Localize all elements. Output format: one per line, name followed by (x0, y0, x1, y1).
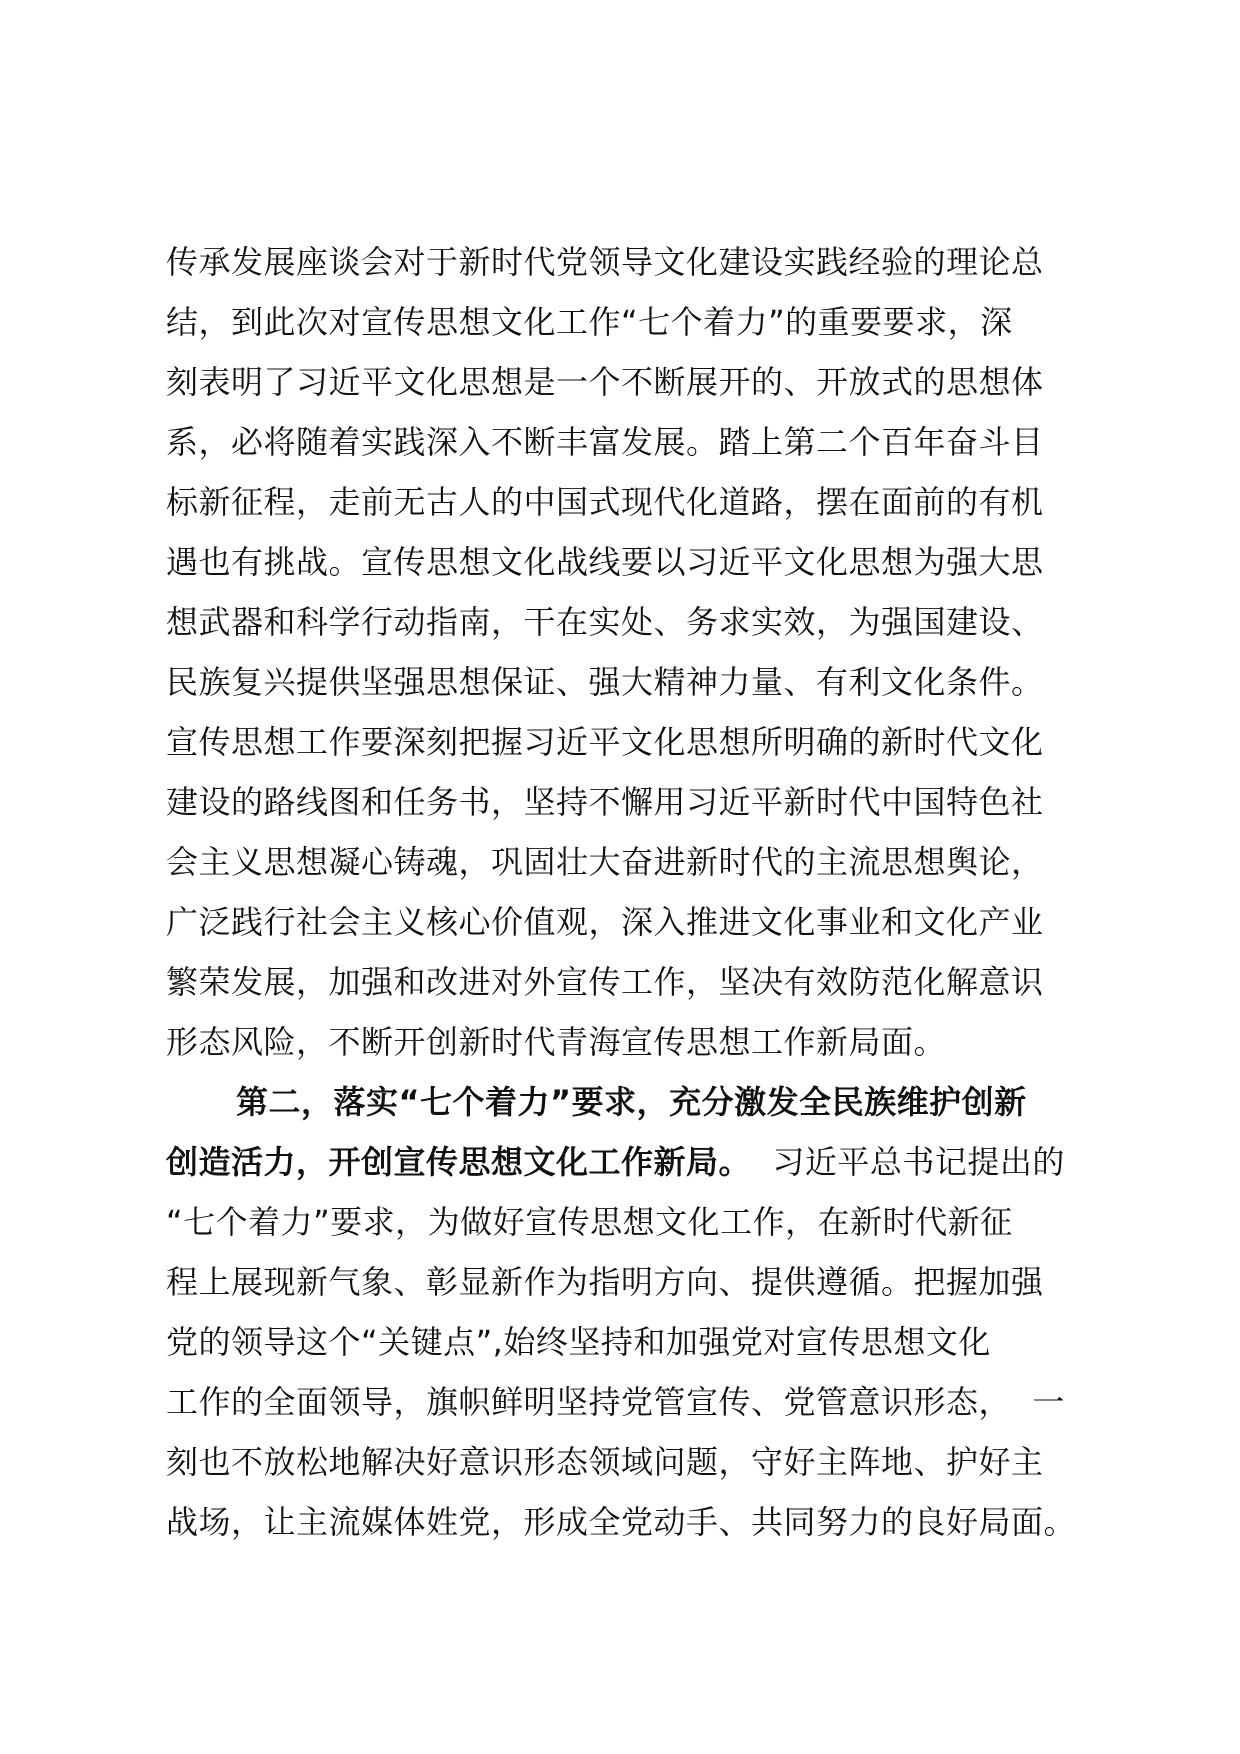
paragraph-line: 形态风险，不断开创新时代青海宣传思想工作新局面。 (166, 1023, 947, 1061)
paragraph-line: 战场，让主流媒体姓党，形成全党动手、共同努力的良好局面。 (166, 1503, 1077, 1541)
paragraph-line: 遇也有挑战。宣传思想文化战线要以习近平文化思想为强大思 (166, 543, 1044, 581)
paragraph-line: 会主义思想凝心铸魂，巩固壮大奋进新时代的主流思想舆论， (166, 843, 1044, 881)
paragraph-line: 繁荣发展，加强和改进对外宣传工作，坚决有效防范化解意识 (166, 963, 1044, 1001)
paragraph-line: 工作的全面领导，旗帜鲜明坚持党管宣传、党管意识形态， 一 (166, 1383, 1065, 1421)
paragraph-line: 刻表明了习近平文化思想是一个不断展开的、开放式的思想体 (166, 363, 1044, 401)
paragraph-line: 广泛践行社会主义核心价值观，深入推进文化事业和文化产业 (166, 903, 1044, 941)
section-heading-line (166, 1132, 1086, 1192)
paragraph-text: 习近平总书记提出的 (751, 1143, 1065, 1181)
body-text (166, 232, 1086, 1552)
paragraph-line: 结，到此次对宣传思想文化工作“七个着力”的重要要求，深 (166, 303, 1013, 341)
paragraph-line: 党的领导这个“关键点”,始终坚持和加强党对宣传思想文化 (166, 1323, 991, 1361)
paragraph-line: 建设的路线图和任务书，坚持不懈用习近平新时代中国特色社 (166, 783, 1044, 821)
paragraph-line: 民族复兴提供坚强思想保证、强大精神力量、有利文化条件。 (166, 663, 1044, 701)
paragraph-line: 传承发展座谈会对于新时代党领导文化建设实践经验的理论总 (166, 243, 1044, 281)
paragraph-line: 程上展现新气象、彰显新作为指明方向、提供遵循。把握加强 (166, 1263, 1044, 1301)
section-heading-line: 第二，落实“七个着力”要求，充分激发全民族维护创新 (236, 1083, 1027, 1121)
paragraph-line: 系，必将随着实践深入不断丰富发展。踏上第二个百年奋斗目 (166, 423, 1044, 461)
section-heading-bold: 创造活力，开创宣传思想文化工作新局。 (166, 1143, 752, 1181)
paragraph-line: 宣传思想工作要深刻把握习近平文化思想所明确的新时代文化 (166, 723, 1044, 761)
paragraph-line: “七个着力”要求，为做好宣传思想文化工作，在新时代新征 (166, 1203, 1013, 1241)
paragraph-line: 标新征程，走前无古人的中国式现代化道路，摆在面前的有机 (166, 483, 1044, 521)
paragraph-line: 刻也不放松地解决好意识形态领域问题，守好主阵地、护好主 (166, 1443, 1044, 1481)
paragraph-line: 想武器和科学行动指南，干在实处、务求实效，为强国建设、 (166, 603, 1044, 641)
